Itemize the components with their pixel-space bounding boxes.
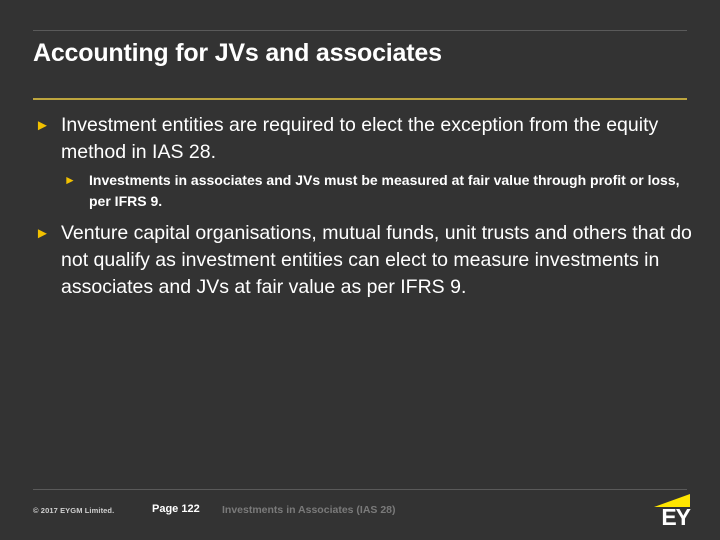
list-item — [33, 112, 693, 166]
footer-page-number: Page 122 — [152, 503, 200, 515]
footer-divider — [33, 489, 687, 490]
title-divider-top — [33, 30, 687, 31]
list-item — [61, 170, 693, 212]
bullet-arrow-icon: ► — [35, 117, 50, 134]
list-item-text: Investments in associates and JVs must be measured at fair value through profit or loss, per IFRS 9. — [89, 172, 680, 209]
page-title: Accounting for JVs and associates — [33, 39, 442, 67]
list-item-text: Investment entities are required to elect the exception from the equity method in IAS 28. — [61, 114, 659, 163]
list-item-text: Venture capital organisations, mutual funds, unit trusts and others that do not qualify as investment entities can elect to measure investments in associates and JVs at fair value as per IFRS 9. — [61, 222, 692, 298]
footer-subject: Investments in Associates (IAS 28) — [222, 504, 396, 516]
bullet-arrow-icon: ► — [35, 225, 50, 242]
bullet-arrow-icon: ► — [64, 173, 76, 187]
sub-list — [61, 170, 693, 212]
list-item — [33, 220, 693, 301]
title-divider-accent — [33, 98, 687, 100]
ey-logo-text: EY — [661, 504, 690, 530]
slide-content — [33, 112, 693, 305]
footer-copyright: © 2017 EYGM Limited. — [33, 506, 115, 515]
ey-logo — [634, 494, 690, 528]
